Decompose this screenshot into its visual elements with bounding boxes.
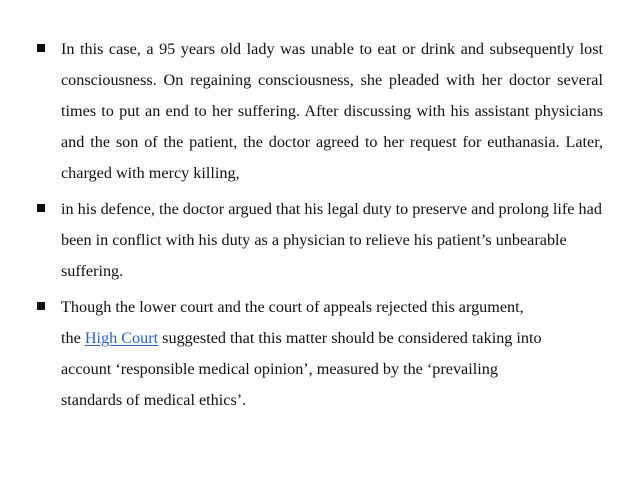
square-bullet-icon xyxy=(37,44,45,52)
bullet-item-high-court xyxy=(37,292,603,416)
bullet-list xyxy=(37,34,603,421)
square-bullet-icon xyxy=(37,302,45,310)
square-bullet-icon xyxy=(37,204,45,212)
bullet-item-case-description xyxy=(37,34,603,189)
bullet-text-line-2-suffix: suggested that this matter should be considered taking into xyxy=(158,329,542,347)
bullet-item-defence xyxy=(37,194,603,287)
bullet-text-line-3: account ‘responsible medical opinion’, measured by the ‘prevailing xyxy=(61,360,498,378)
bullet-text: in his defence, the doctor argued that his legal duty to preserve and prolong life had been in conflict with his duty as a physician to relieve his patient’s unbearable suffering. xyxy=(61,200,602,280)
bullet-text: In this case, a 95 years old lady was unable to eat or drink and subsequently lost consciousness. On regaining consciousness, she pleaded with her doctor several times to put an end to her suffering. After discussing with his assistant physicians and the son of the patient, the doctor agreed to her request for euthanasia. Later, charged with mercy killing, xyxy=(61,40,603,182)
bullet-text-line-1: Though the lower court and the court of appeals rejected this argument, xyxy=(61,298,524,316)
high-court-link[interactable]: High Court xyxy=(84,329,159,347)
bullet-text-line-2-prefix: the xyxy=(61,329,85,347)
bullet-text-line-4: standards of medical ethics’. xyxy=(61,391,247,409)
